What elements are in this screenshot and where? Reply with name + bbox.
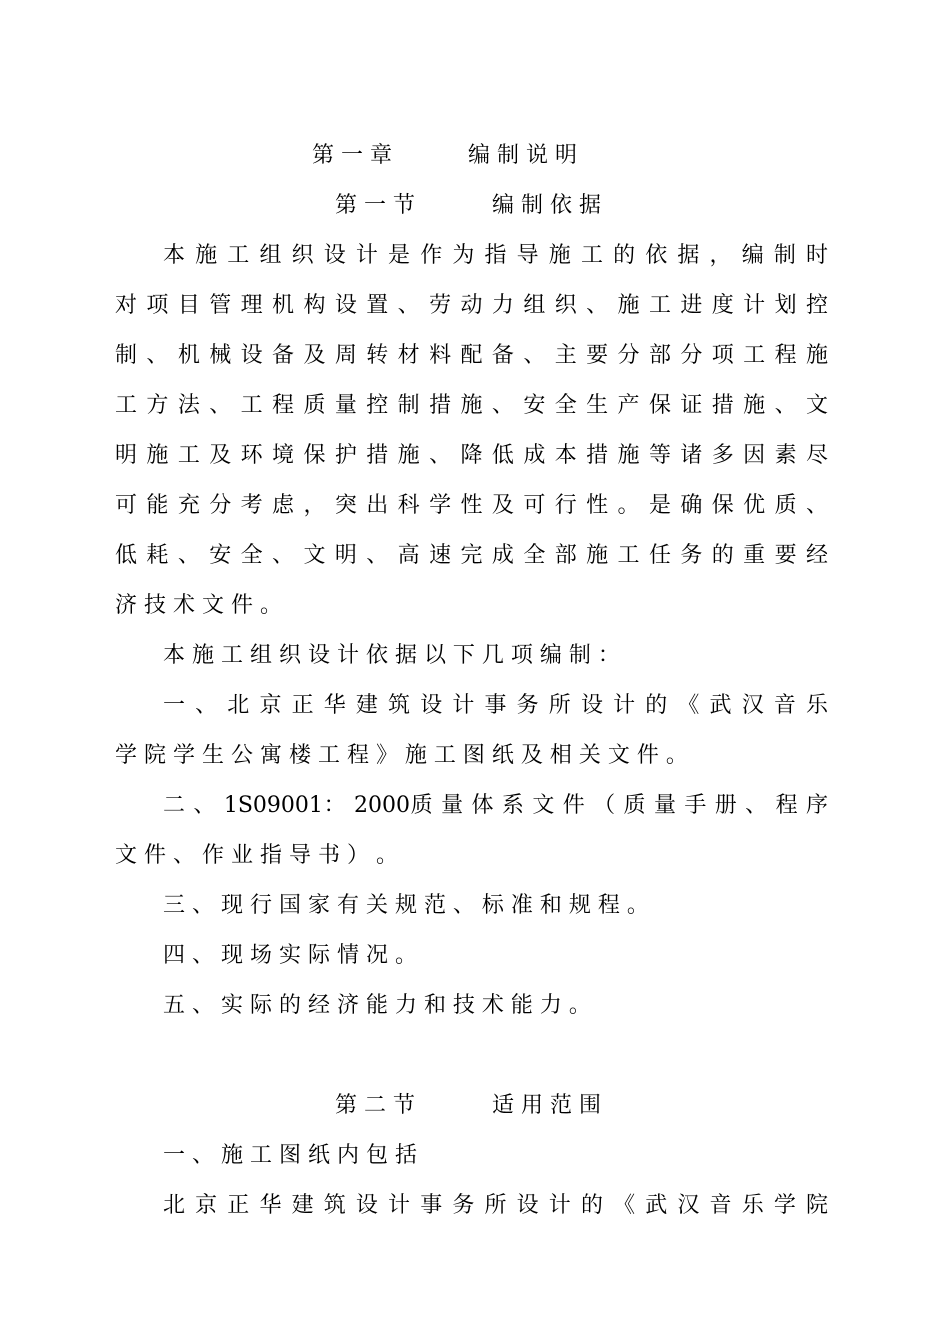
scope-paragraph: 北 京 正 华 建 筑 设 计 事 务 所 设 计 的 《 武 汉 音 乐 学 院 xyxy=(163,1193,828,1218)
basis-item-2-cont: 文 件 、 作 业 指 导 书 ） 。 xyxy=(115,843,398,868)
para1-line: 明 施 工 及 环 境 保 护 措 施 、 降 低 成 本 措 施 等 诸 多 因 素 尽 xyxy=(115,443,828,468)
para1-line: 可 能 充 分 考 虑 ， 突 出 科 学 性 及 可 行 性 。 是 确 保 优 质 、 xyxy=(115,493,828,518)
section1-number: 第 一 节 xyxy=(335,193,415,218)
basis-item-5: 五 、 实 际 的 经 济 能 力 和 技 术 能 力 。 xyxy=(163,993,591,1018)
scope-item-1: 一 、 施 工 图 纸 内 包 括 xyxy=(163,1143,417,1168)
basis-item-4: 四 、 现 场 实 际 情 况 。 xyxy=(163,943,417,968)
para1-line: 制 、 机 械 设 备 及 周 转 材 料 配 备 、 主 要 分 部 分 项 工 程 施 xyxy=(115,343,828,368)
chapter-title: 编 制 说 明 xyxy=(468,143,577,168)
section1-title: 编 制 依 据 xyxy=(492,193,601,218)
chapter-number: 第 一 章 xyxy=(312,143,392,168)
para1-line: 低 耗 、 安 全 、 文 明 、 高 速 完 成 全 部 施 工 任 务 的 重 要 经 xyxy=(115,543,828,568)
basis-item-3: 三 、 现 行 国 家 有 关 规 范 、 标 准 和 规 程 。 xyxy=(163,893,649,918)
basis-item-1: 一 、 北 京 正 华 建 筑 设 计 事 务 所 设 计 的 《 武 汉 音 乐 xyxy=(163,693,828,718)
section2-title: 适 用 范 围 xyxy=(492,1093,601,1118)
basis-item-1-cont: 学 院 学 生 公 寓 楼 工 程 》 施 工 图 纸 及 相 关 文 件 。 xyxy=(115,743,688,768)
basis-intro: 本 施 工 组 织 设 计 依 据 以 下 几 项 编 制 ： xyxy=(163,643,620,668)
para1-line: 工 方 法 、 工 程 质 量 控 制 措 施 、 安 全 生 产 保 证 措 施 、 文 xyxy=(115,393,828,418)
basis-item-2: 二 、 1S09001： 2000质 量 体 系 文 件 （ 质 量 手 册 、 程 序 xyxy=(163,793,828,818)
section2-number: 第 二 节 xyxy=(335,1093,415,1118)
para1-line: 对 项 目 管 理 机 构 设 置 、 劳 动 力 组 织 、 施 工 进 度 计 划 控 xyxy=(115,293,828,318)
para1-line: 本 施 工 组 织 设 计 是 作 为 指 导 施 工 的 依 据 ， 编 制 时 xyxy=(163,243,828,268)
para1-line: 济 技 术 文 件 。 xyxy=(115,593,282,618)
